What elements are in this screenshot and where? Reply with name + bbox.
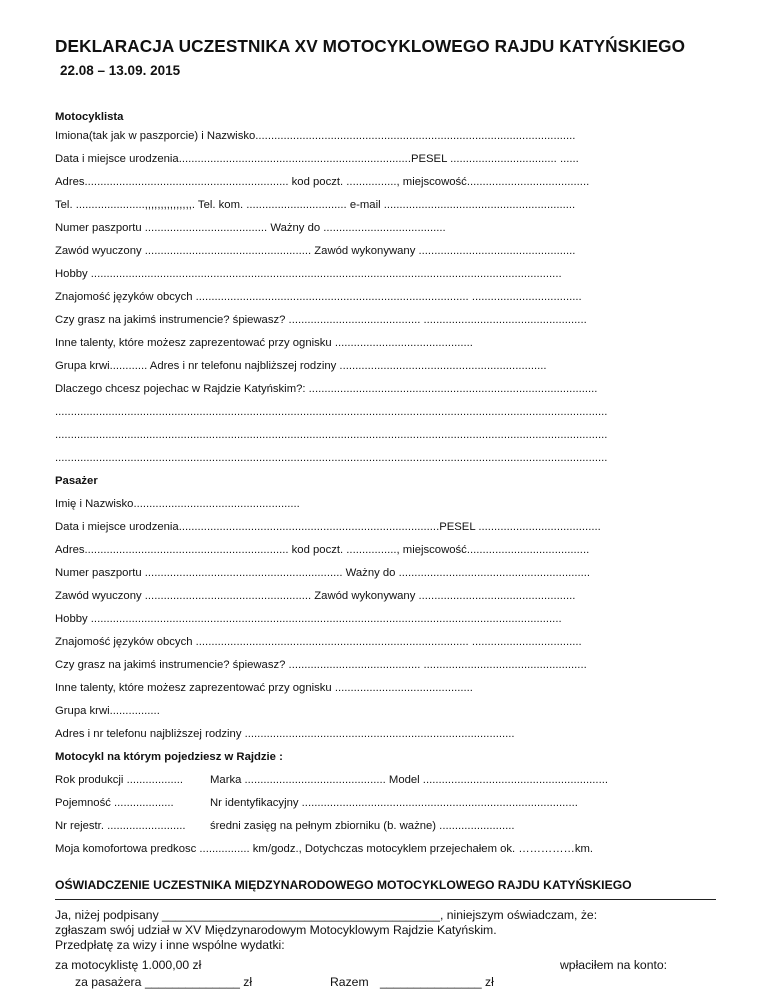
- comfort-speed-distance-field[interactable]: Moja komofortowa predkosc ................ km/godz., Dotychczas motocyklem przejechałem ok. ……………km.: [55, 843, 594, 855]
- prepayment-line: Przedpłatę za wizy i inne wspólne wydatki:: [55, 938, 285, 952]
- account-line: wpłaciłem na konto:: [560, 958, 668, 972]
- registration-field[interactable]: Nr rejestr. .........................: [55, 820, 186, 832]
- rider-fee-line: za motocyklistę 1.000,00 zł: [55, 958, 202, 972]
- passenger-fee-field[interactable]: ______________ zł: [145, 975, 253, 989]
- passenger-passport-field[interactable]: Numer paszportu ............................................................... Ważny do .............................................................: [55, 567, 591, 579]
- passenger-birth-pesel-field[interactable]: Data i miejsce urodzenia...................................................................................PESEL .......................................: [55, 521, 601, 533]
- vin-field[interactable]: Nr identyfikacyjny ........................................................................................: [210, 797, 578, 809]
- rider-why-line-2[interactable]: ................................................................................................................................................................................: [55, 406, 608, 418]
- rider-why-line-4[interactable]: ................................................................................................................................................................................: [55, 452, 608, 464]
- rally-dates: 22.08 – 13.09. 2015: [60, 63, 181, 78]
- declaration-divider: [55, 899, 716, 900]
- total-label: Razem: [330, 975, 369, 989]
- form-title: DEKLARACJA UCZESTNIKA XV MOTOCYKLOWEGO RAJDU KATYŃSKIEGO: [55, 36, 686, 56]
- rider-blood-contact-field[interactable]: Grupa krwi............ Adres i nr telefonu najbliższej rodziny ..................................................................: [55, 360, 547, 372]
- passenger-instrument-field[interactable]: Czy grasz na jakimś instrumencie? śpiewasz? .......................................... ....................................................: [55, 659, 587, 671]
- rider-passport-field[interactable]: Numer paszportu ....................................... Ważny do .......................................: [55, 222, 446, 234]
- rider-why-field[interactable]: Dlaczego chcesz pojechac w Rajdzie Katyńskim?: ............................................................................................: [55, 383, 598, 395]
- production-year-field[interactable]: Rok produkcji ..................: [55, 774, 184, 786]
- passenger-blood-field[interactable]: Grupa krwi................: [55, 705, 160, 717]
- passenger-address-field[interactable]: Adres................................................................. kod poczt. ................, miejscowość.......................................: [55, 544, 590, 556]
- rider-languages-field[interactable]: Znajomość języków obcych ....................................................................................... ...................................: [55, 291, 582, 303]
- passenger-languages-field[interactable]: Znajomość języków obcych ....................................................................................... ...................................: [55, 636, 582, 648]
- rider-talents-field[interactable]: Inne talenty, które możesz zaprezentować przy ognisku ............................................: [55, 337, 473, 349]
- rider-profession-field[interactable]: Zawód wyuczony ..................................................... Zawód wykonywany ..................................................: [55, 245, 576, 257]
- passenger-fee-label: za pasażera: [75, 975, 142, 989]
- rider-birth-pesel-field[interactable]: Data i miejsce urodzenia..........................................................................PESEL .................................. ......: [55, 153, 579, 165]
- range-field[interactable]: średni zasięg na pełnym zbiorniku (b. ważne) ........................: [210, 820, 515, 832]
- rider-name-field[interactable]: Imiona(tak jak w paszporcie) i Nazwisko......................................................................................................: [55, 130, 576, 142]
- passenger-name-field[interactable]: Imię i Nazwisko.....................................................: [55, 498, 300, 510]
- passenger-section-heading: Pasażer: [55, 475, 98, 487]
- rider-instrument-field[interactable]: Czy grasz na jakimś instrumencie? śpiewasz? .......................................... ....................................................: [55, 314, 587, 326]
- passenger-profession-field[interactable]: Zawód wyuczony ..................................................... Zawód wykonywany ..................................................: [55, 590, 576, 602]
- rider-section-heading: Motocyklista: [55, 111, 124, 123]
- declaration-participation-line: zgłaszam swój udział w XV Międzynarodowym Motocyklowym Rajdzie Katyńskim.: [55, 923, 497, 937]
- passenger-contact-field[interactable]: Adres i nr telefonu najbliższej rodziny ......................................................................................: [55, 728, 515, 740]
- passenger-talents-field[interactable]: Inne talenty, które możesz zaprezentować przy ognisku ............................................: [55, 682, 473, 694]
- total-field[interactable]: _______________ zł: [380, 975, 494, 989]
- declaration-signer-line[interactable]: Ja, niżej podpisany _________________________________________, niniejszym oświadczam, że:: [55, 908, 598, 922]
- motorcycle-section-heading: Motocykl na którym pojedziesz w Rajdzie :: [55, 751, 283, 763]
- passenger-hobby-field[interactable]: Hobby ......................................................................................................................................................: [55, 613, 562, 625]
- make-model-field[interactable]: Marka ............................................. Model ...........................................................: [210, 774, 608, 786]
- capacity-field[interactable]: Pojemność ...................: [55, 797, 174, 809]
- declaration-heading: OŚWIADCZENIE UCZESTNIKA MIĘDZYNARODOWEGO MOTOCYKLOWEGO RAJDU KATYŃSKIEGO: [55, 878, 632, 892]
- rider-address-field[interactable]: Adres................................................................. kod poczt. ................, miejscowość.......................................: [55, 176, 590, 188]
- rider-hobby-field[interactable]: Hobby ......................................................................................................................................................: [55, 268, 562, 280]
- rider-why-line-3[interactable]: ................................................................................................................................................................................: [55, 429, 608, 441]
- rider-phone-email-field[interactable]: Tel. ......................,,,,,,,,,,,,,,,. Tel. kom. ................................ e-mail .............................................................: [55, 199, 576, 211]
